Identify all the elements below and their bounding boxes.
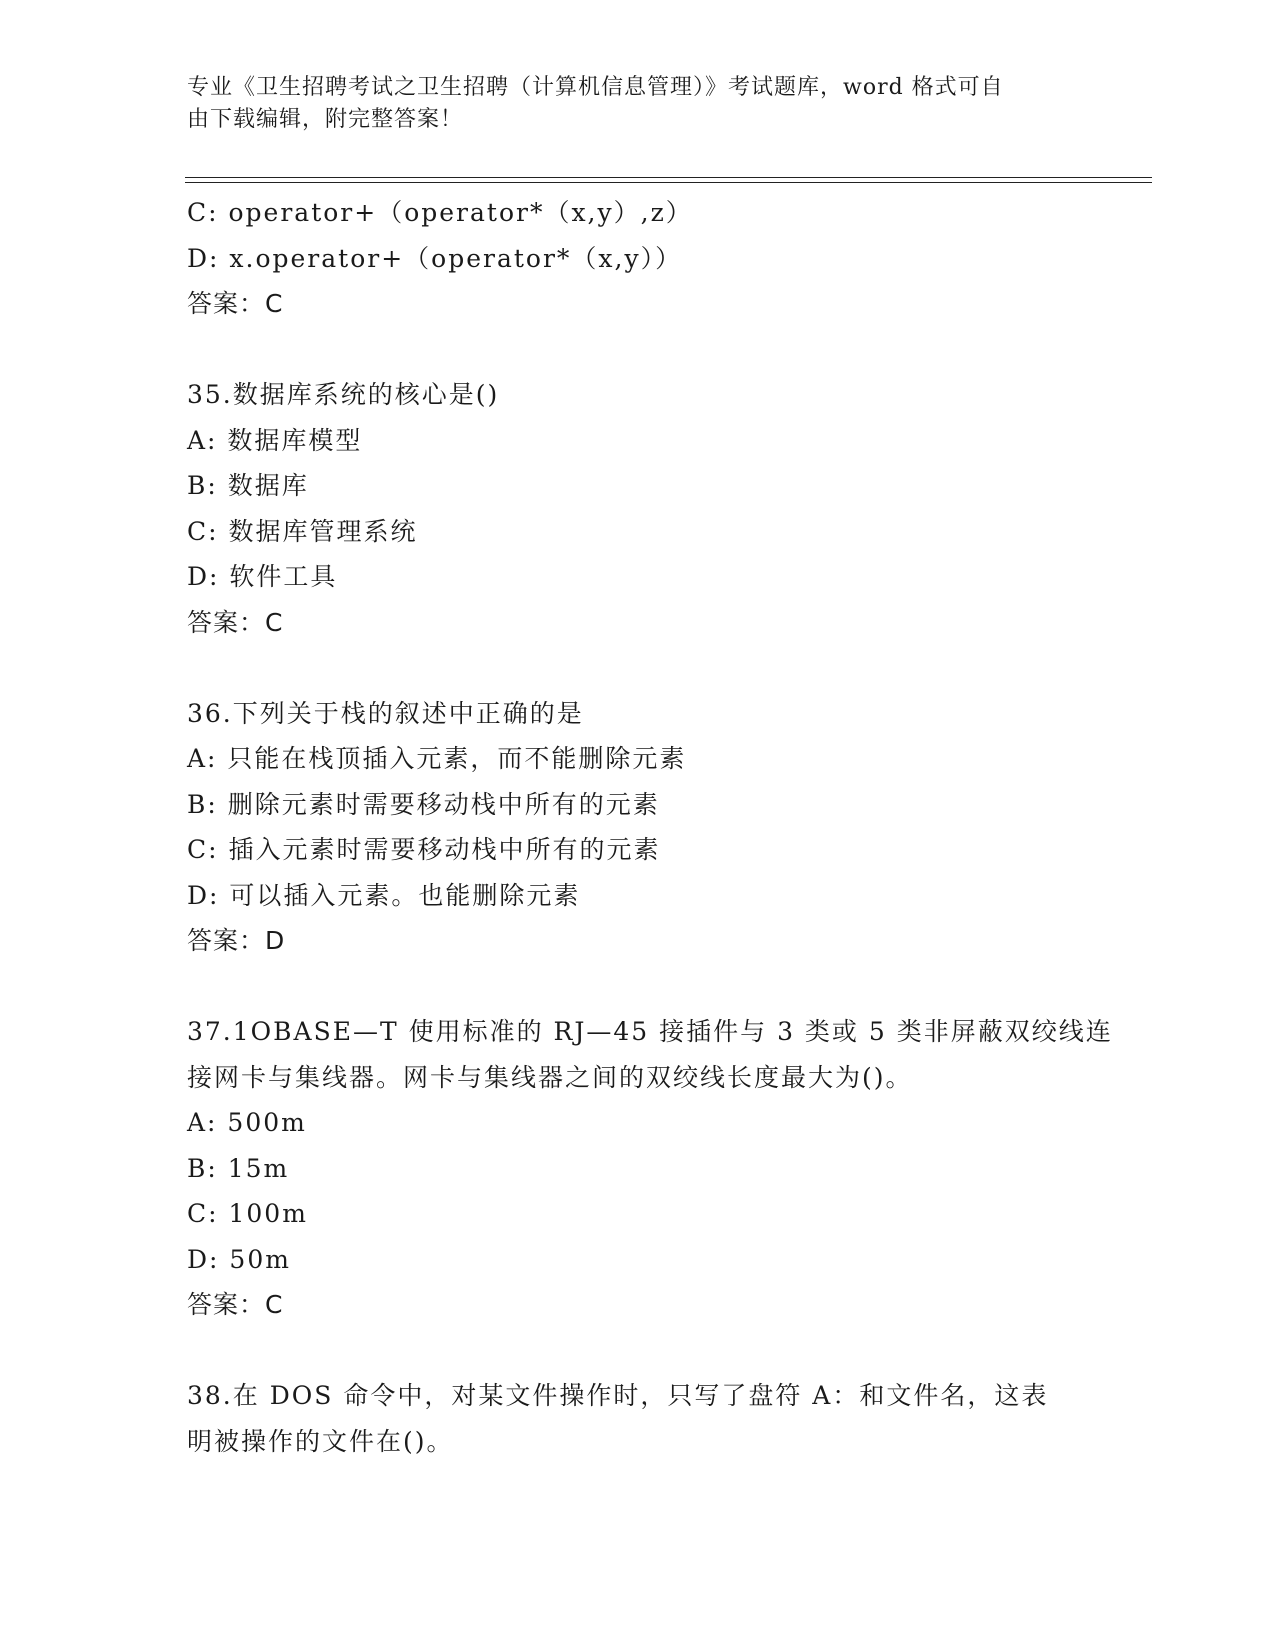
header-divider-top xyxy=(185,177,1152,178)
question-35 xyxy=(187,372,1087,645)
option-c: C: 100m xyxy=(187,1199,308,1228)
question-36 xyxy=(187,691,1087,964)
question-37 xyxy=(187,1009,1113,1328)
option-d: D: 50m xyxy=(187,1244,291,1274)
question-stem-line-2: 明被操作的文件在()。 xyxy=(187,1426,454,1456)
document-header xyxy=(187,72,1067,136)
answer-line: 答案：C xyxy=(187,1290,284,1319)
option-d: D: 软件工具 xyxy=(187,562,338,591)
question-stem-line-1: 37.1OBASE—T 使用标准的 RJ—45 接插件与 3 类或 5 类非屏蔽双绞线连 xyxy=(187,1017,1113,1046)
question-stem-line-1: 38.在 DOS 命令中，对某文件操作时，只写了盘符 A：和文件名，这表 xyxy=(187,1381,1049,1410)
question-list xyxy=(187,190,1113,1464)
question-stem: 36.下列关于栈的叙述中正确的是 xyxy=(187,698,584,728)
option-d: D: 可以插入元素。也能删除元素 xyxy=(187,880,581,910)
spacer xyxy=(187,1328,1087,1374)
option-b: B: 15m xyxy=(187,1153,290,1183)
answer-line: 答案：C xyxy=(187,289,284,318)
option-a: A: 只能在栈顶插入元素，而不能删除元素 xyxy=(187,744,687,773)
question-stem-line-2: 接网卡与集线器。网卡与集线器之间的双绞线长度最大为()。 xyxy=(187,1062,913,1092)
option-a: A: 500m xyxy=(187,1108,307,1137)
option-c: C: 插入元素时需要移动栈中所有的元素 xyxy=(187,835,661,864)
option-d: D: x.operator+（operator*（x,y）） xyxy=(187,243,683,273)
header-line-2: 由下载编辑，附完整答案！ xyxy=(187,107,464,132)
spacer xyxy=(187,964,1087,1010)
option-b: B: 数据库 xyxy=(187,471,309,500)
header-divider-bottom xyxy=(185,182,1152,183)
option-c: C: 数据库管理系统 xyxy=(187,516,418,546)
spacer xyxy=(187,645,1087,691)
option-c: C: operator+（operator*（x,y）,z） xyxy=(187,198,693,227)
option-a: A: 数据库模型 xyxy=(187,425,363,455)
answer-line: 答案：C xyxy=(187,607,284,637)
question-stem: 35.数据库系统的核心是() xyxy=(187,380,500,409)
answer-line: 答案：D xyxy=(187,926,286,955)
question-34-tail xyxy=(187,190,1087,327)
question-38 xyxy=(187,1373,1087,1464)
spacer xyxy=(187,327,1087,373)
header-line-1: 专业《卫生招聘考试之卫生招聘（计算机信息管理）》考试题库，word 格式可自 xyxy=(187,75,1004,100)
option-b: B: 删除元素时需要移动栈中所有的元素 xyxy=(187,789,660,819)
